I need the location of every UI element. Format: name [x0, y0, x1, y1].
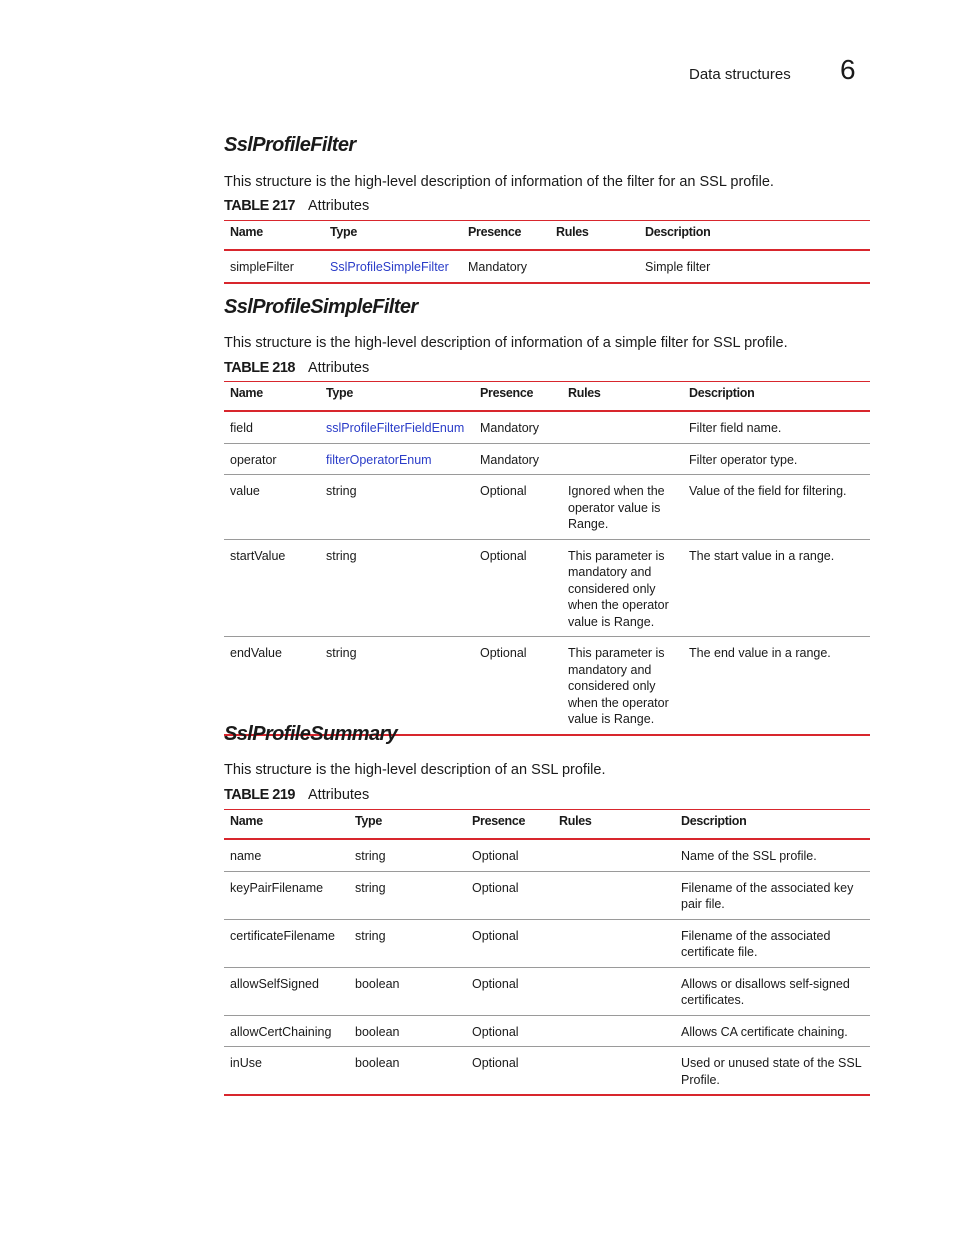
cell-type: [320, 411, 474, 443]
table-row: [224, 967, 870, 1015]
section-sslprofilesimplefilter: [224, 296, 870, 726]
cell-description: Allows CA certificate chaining.: [675, 1015, 870, 1047]
table-row: [224, 1047, 870, 1096]
cell-type: boolean: [349, 1047, 466, 1096]
table-header-row: [224, 382, 870, 412]
attributes-table-217: [224, 220, 870, 284]
table-row: [224, 475, 870, 540]
cell-name: certificateFilename: [224, 919, 349, 967]
table-caption: [224, 787, 369, 803]
cell-name: startValue: [224, 539, 320, 637]
cell-type: string: [349, 919, 466, 967]
section-sslprofilesummary: [224, 723, 870, 1087]
section-description: This structure is the high-level description of information of the filter for an SSL profile.: [224, 174, 774, 190]
column-header: Description: [675, 810, 870, 840]
cell-name: allowCertChaining: [224, 1015, 349, 1047]
cell-type: string: [349, 871, 466, 919]
table-row: [224, 637, 870, 735]
cell-presence: Mandatory: [474, 411, 562, 443]
table-caption-text: Attributes: [308, 360, 370, 376]
table-row: [224, 250, 870, 283]
table-number: TABLE 219: [224, 787, 295, 803]
cell-type: string: [320, 637, 474, 735]
cell-description: Filter field name.: [683, 411, 870, 443]
type-link[interactable]: sslProfileFilterFieldEnum: [326, 421, 465, 435]
cell-description: Name of the SSL profile.: [675, 839, 870, 871]
section-title: SslProfileSummary: [224, 723, 398, 745]
table-row: [224, 839, 870, 871]
section-description: This structure is the high-level description of information of a simple filter for SSL profile.: [224, 335, 788, 351]
cell-presence: Mandatory: [474, 443, 562, 475]
cell-name: allowSelfSigned: [224, 967, 349, 1015]
cell-name: operator: [224, 443, 320, 475]
section-description: This structure is the high-level description of an SSL profile.: [224, 762, 606, 778]
cell-description: The end value in a range.: [683, 637, 870, 735]
cell-presence: Optional: [466, 871, 553, 919]
cell-description: Allows or disallows self-signed certificates.: [675, 967, 870, 1015]
table-number: TABLE 217: [224, 198, 295, 214]
cell-description: Filter operator type.: [683, 443, 870, 475]
column-header: Name: [224, 810, 349, 840]
cell-rules: [553, 1015, 675, 1047]
cell-presence: Optional: [466, 839, 553, 871]
column-header: Name: [224, 382, 320, 412]
cell-description: Filename of the associated certificate file.: [675, 919, 870, 967]
attributes-table-218: [224, 381, 870, 736]
column-header: Name: [224, 221, 324, 251]
section-sslprofilefilter: [224, 134, 870, 274]
table-number: TABLE 218: [224, 360, 295, 376]
column-header: Type: [349, 810, 466, 840]
attributes-table-219: [224, 809, 870, 1096]
column-header: Presence: [474, 382, 562, 412]
cell-name: simpleFilter: [224, 250, 324, 283]
column-header: Type: [320, 382, 474, 412]
column-header: Presence: [466, 810, 553, 840]
cell-type: [320, 443, 474, 475]
table-header-row: [224, 221, 870, 251]
running-header-title: Data structures: [689, 66, 791, 83]
cell-rules: [562, 411, 683, 443]
table-row: [224, 871, 870, 919]
cell-rules: [553, 839, 675, 871]
table-row: [224, 919, 870, 967]
table-header-row: [224, 810, 870, 840]
cell-description: Value of the field for filtering.: [683, 475, 870, 540]
cell-rules: [550, 250, 639, 283]
section-title: SslProfileFilter: [224, 134, 356, 156]
page-header: [0, 56, 954, 92]
table-row: [224, 539, 870, 637]
cell-rules: [553, 1047, 675, 1096]
cell-type: string: [320, 539, 474, 637]
cell-presence: Optional: [474, 475, 562, 540]
cell-description: Simple filter: [639, 250, 870, 283]
cell-rules: [553, 919, 675, 967]
table-caption: [224, 360, 369, 376]
cell-name: name: [224, 839, 349, 871]
section-title: SslProfileSimpleFilter: [224, 296, 418, 318]
type-link[interactable]: SslProfileSimpleFilter: [330, 260, 449, 274]
chapter-number: 6: [840, 54, 856, 85]
column-header: Description: [683, 382, 870, 412]
cell-presence: Optional: [474, 637, 562, 735]
cell-description: Filename of the associated key pair file.: [675, 871, 870, 919]
table-row: [224, 1015, 870, 1047]
cell-rules: This parameter is mandatory and considered only when the operator value is Range.: [562, 637, 683, 735]
cell-type: [324, 250, 462, 283]
cell-type: boolean: [349, 967, 466, 1015]
cell-rules: [562, 443, 683, 475]
cell-rules: [553, 871, 675, 919]
cell-name: field: [224, 411, 320, 443]
cell-name: value: [224, 475, 320, 540]
column-header: Rules: [562, 382, 683, 412]
table-row: [224, 443, 870, 475]
column-header: Description: [639, 221, 870, 251]
cell-name: inUse: [224, 1047, 349, 1096]
table-row: [224, 411, 870, 443]
table-caption: [224, 198, 369, 214]
cell-presence: Optional: [466, 1047, 553, 1096]
column-header: Type: [324, 221, 462, 251]
type-link[interactable]: filterOperatorEnum: [326, 452, 432, 467]
column-header: Rules: [550, 221, 639, 251]
table-caption-text: Attributes: [308, 198, 370, 214]
column-header: Rules: [553, 810, 675, 840]
cell-type: boolean: [349, 1015, 466, 1047]
cell-rules: This parameter is mandatory and considered only when the operator value is Range.: [562, 539, 683, 637]
cell-description: The start value in a range.: [683, 539, 870, 637]
column-header: Presence: [462, 221, 550, 251]
cell-presence: Optional: [466, 1015, 553, 1047]
cell-presence: Optional: [466, 919, 553, 967]
cell-presence: Optional: [474, 539, 562, 637]
cell-name: keyPairFilename: [224, 871, 349, 919]
cell-name: endValue: [224, 637, 320, 735]
cell-presence: Optional: [466, 967, 553, 1015]
cell-type: string: [349, 839, 466, 871]
cell-type: string: [320, 475, 474, 540]
cell-presence: Mandatory: [462, 250, 550, 283]
cell-description: Used or unused state of the SSL Profile.: [675, 1047, 870, 1096]
cell-rules: [553, 967, 675, 1015]
table-caption-text: Attributes: [308, 787, 370, 803]
cell-rules: Ignored when the operator value is Range.: [562, 475, 683, 540]
